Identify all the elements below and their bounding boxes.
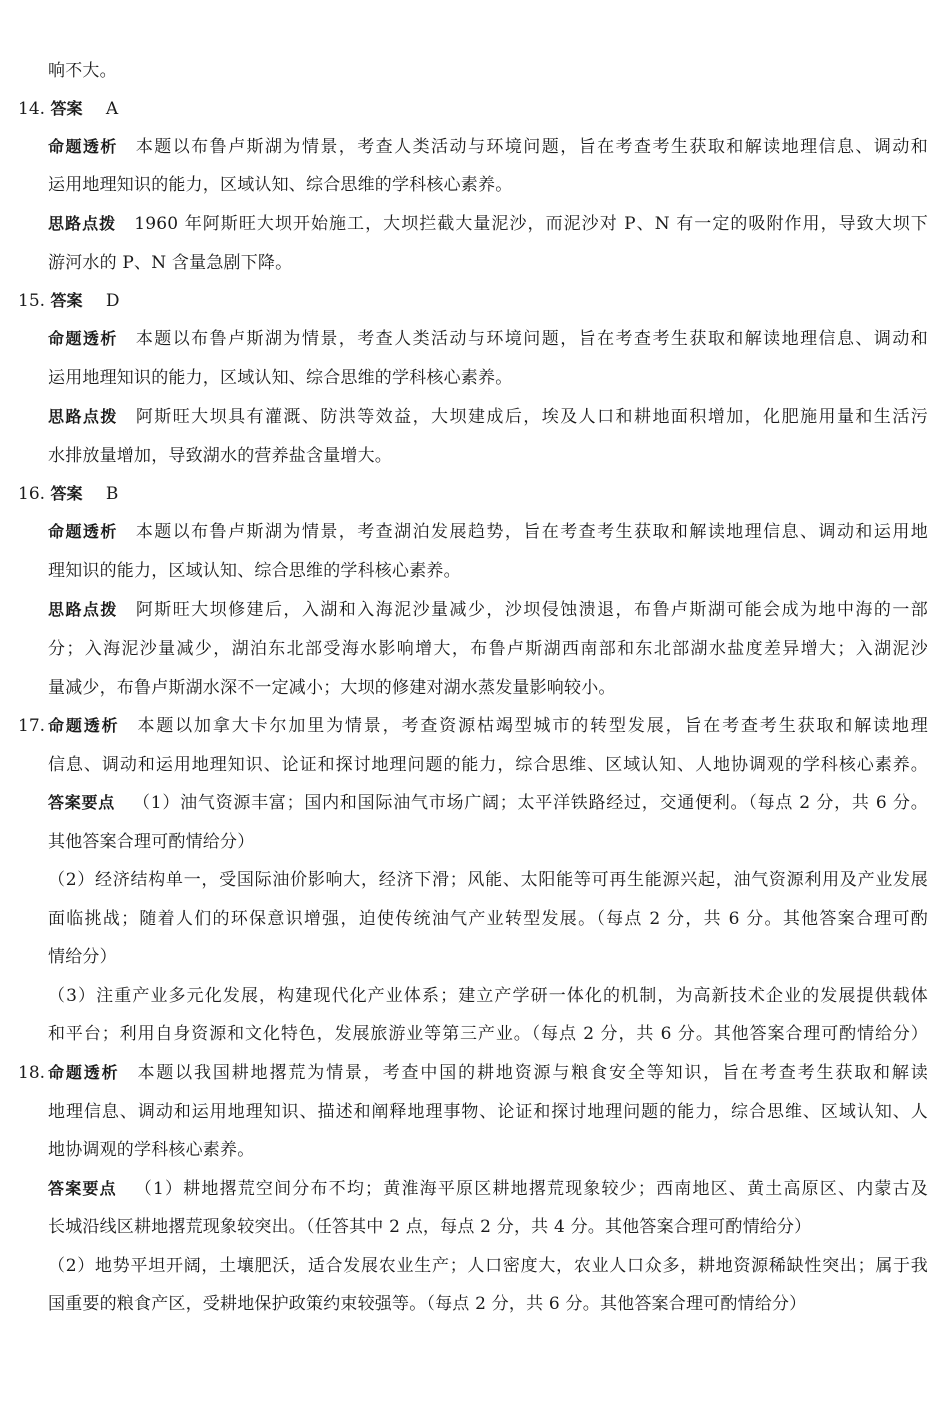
- question-14-header: [18, 96, 118, 122]
- answer-value: A: [105, 99, 119, 119]
- text-line: 地协调观的学科核心素养。: [48, 1140, 255, 1160]
- hint-label: 思路点拨: [48, 600, 118, 619]
- question-number: 15.: [18, 291, 46, 311]
- text-line: 信息、调动和运用地理知识、论证和探讨地理问题的能力，综合思维、区域认知、人地协调观的学科核心素养。: [48, 755, 928, 775]
- answer-label: 答案: [50, 99, 83, 118]
- analysis-line: [48, 713, 928, 739]
- text-line: 运用地理知识的能力，区域认知、综合思维的学科核心素养。: [48, 368, 513, 388]
- text-span: 本题以布鲁卢斯湖为情景，考查湖泊发展趋势，旨在考查考生获取和解读地理信息、调动和运用地: [135, 522, 928, 542]
- text-span: 阿斯旺大坝具有灌溉、防洪等效益，大坝建成后，埃及人口和耕地面积增加，化肥施用量和生活污: [135, 407, 928, 427]
- key-points-label: 答案要点: [48, 793, 116, 812]
- key-points-line: [48, 790, 928, 816]
- text-line: （2）经济结构单一，受国际油价影响大，经济下滑；风能、太阳能等可再生能源兴起，油气资源利用及产业发展: [48, 870, 928, 890]
- hint-line: [48, 211, 928, 237]
- analysis-line: [48, 326, 928, 352]
- question-number: 14.: [18, 99, 46, 119]
- hint-line: [48, 404, 928, 430]
- hint-label: 思路点拨: [48, 214, 117, 233]
- text-span: 本题以布鲁卢斯湖为情景，考查人类活动与环境问题，旨在考查考生获取和解读地理信息、调动和: [135, 137, 928, 157]
- hint-label: 思路点拨: [48, 407, 118, 426]
- text-span: 本题以布鲁卢斯湖为情景，考查人类活动与环境问题，旨在考查考生获取和解读地理信息、调动和: [135, 329, 928, 349]
- answer-label: 答案: [50, 291, 83, 310]
- text-span: 阿斯旺大坝修建后，入湖和入海泥沙量减少，沙坝侵蚀溃退，布鲁卢斯湖可能会成为地中海的一部: [135, 600, 928, 620]
- answer-value: D: [105, 291, 120, 311]
- text-line: 长城沿线区耕地撂荒现象较突出。（任答其中 2 点，每点 2 分，共 4 分。其他答案合理可酌情给分）: [48, 1217, 812, 1237]
- analysis-label: 命题透析: [48, 329, 118, 348]
- analysis-label: 命题透析: [48, 522, 118, 541]
- text-line: 国重要的粮食产区，受耕地保护政策约束较强等。（每点 2 分，共 6 分。其他答案合理可酌情给分）: [48, 1294, 807, 1314]
- text-line: （2）地势平坦开阔，土壤肥沃，适合发展农业生产；人口密度大，农业人口众多，耕地资源稀缺性突出；属于我: [48, 1256, 928, 1276]
- text-line: 水排放量增加，导致湖水的营养盐含量增大。: [48, 446, 392, 466]
- analysis-label: 命题透析: [48, 1063, 120, 1082]
- hint-line: [48, 597, 928, 623]
- text-span: 本题以我国耕地撂荒为情景，考查中国的耕地资源与粮食安全等知识，旨在考查考生获取和解读: [137, 1063, 928, 1083]
- text-span: （1）耕地撂荒空间分布不均；黄淮海平原区耕地撂荒现象较少；西南地区、黄土高原区、内蒙古及: [134, 1179, 928, 1199]
- analysis-line: [48, 1060, 928, 1086]
- analysis-line: [48, 134, 928, 160]
- answer-label: 答案: [50, 484, 83, 503]
- analysis-label: 命题透析: [48, 716, 120, 735]
- text-line: 运用地理知识的能力，区域认知、综合思维的学科核心素养。: [48, 175, 513, 195]
- key-points-label: 答案要点: [48, 1179, 117, 1198]
- text-span: 1960 年阿斯旺大坝开始施工，大坝拦截大量泥沙，而泥沙对 P、N 有一定的吸附作用，导致大坝下: [134, 214, 928, 234]
- text-line: 和平台；利用自身资源和文化特色，发展旅游业等第三产业。（每点 2 分，共 6 分。其他答案合理可酌情给分）: [48, 1024, 928, 1044]
- question-number: 16.: [18, 484, 46, 504]
- question-16-header: [18, 481, 118, 507]
- text-line: 量减少，布鲁卢斯湖水深不一定减小；大坝的修建对湖水蒸发量影响较小。: [48, 678, 616, 698]
- question-17-number: 17.: [18, 716, 46, 736]
- text-line: 分；入海泥沙量减少，湖泊东北部受海水影响增大，布鲁卢斯湖西南部和东北部湖水盐度差异增大；入湖泥沙: [48, 639, 928, 659]
- answer-value: B: [105, 484, 119, 504]
- question-15-header: [18, 288, 120, 314]
- text-line: 面临挑战；随着人们的环保意识增强，迫使传统油气产业转型发展。（每点 2 分，共 6 分。其他答案合理可酌: [48, 909, 928, 929]
- text-line: 其他答案合理可酌情给分）: [48, 832, 255, 852]
- text-span: （1）油气资源丰富；国内和国际油气市场广阔；太平洋铁路经过，交通便利。（每点 2 分，共 6 分。: [133, 793, 928, 813]
- text-span: 本题以加拿大卡尔加里为情景，考查资源枯竭型城市的转型发展，旨在考查考生获取和解读地理: [137, 716, 928, 736]
- key-points-line: [48, 1176, 928, 1202]
- text-line: 情给分）: [48, 947, 117, 967]
- text-line: 地理信息、调动和运用地理知识、描述和阐释地理事物、论证和探讨地理问题的能力，综合思维、区域认知、人: [48, 1102, 928, 1122]
- text-line: 游河水的 P、N 含量急剧下降。: [48, 253, 293, 273]
- text-line: 理知识的能力，区域认知、综合思维的学科核心素养。: [48, 561, 461, 581]
- analysis-line: [48, 519, 928, 545]
- question-18-number: 18.: [18, 1063, 46, 1083]
- analysis-label: 命题透析: [48, 137, 118, 156]
- text-line: 响不大。: [48, 61, 117, 81]
- text-line: （3）注重产业多元化发展，构建现代化产业体系；建立产学研一体化的机制，为高新技术企业的发展提供载体: [48, 986, 928, 1006]
